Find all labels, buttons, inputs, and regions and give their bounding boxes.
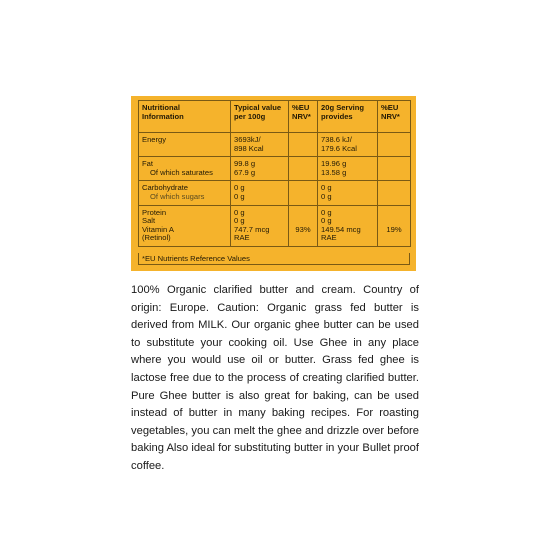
table-row-salt	[139, 217, 411, 226]
header-nutrient: Nutritional Information	[139, 101, 231, 133]
energy-per100: 3693kJ/ 898 Kcal	[231, 133, 289, 157]
salt-per100: 0 g	[231, 217, 289, 226]
vitamin-a-per100: 747.7 mcg RAE	[231, 226, 289, 247]
table-row-energy	[139, 133, 411, 157]
table-row-fat	[139, 157, 411, 169]
fat-label: Fat	[139, 157, 231, 169]
carbohydrate-label: Carbohydrate	[139, 181, 231, 193]
vitamin-a-nrv2: 19%	[378, 226, 411, 247]
salt-serving: 0 g	[318, 217, 378, 226]
nutrition-table	[138, 100, 411, 247]
sugars-per100: 0 g	[231, 193, 289, 205]
protein-label: Protein	[139, 205, 231, 217]
vitamin-a-nrv1: 93%	[289, 226, 318, 247]
sugars-serving: 0 g	[318, 193, 378, 205]
saturates-serving: 13.58 g	[318, 169, 378, 181]
header-serving: 20g Serving provides	[318, 101, 378, 133]
saturates-label: Of which saturates	[150, 167, 213, 177]
energy-nrv1	[289, 133, 318, 157]
fat-serving: 19.96 g	[318, 157, 378, 169]
header-per-100g: Typical value per 100g	[231, 101, 289, 133]
nutrition-label-panel	[131, 96, 416, 271]
product-description: 100% Organic clarified butter and cream. Country of origin: Europe. Caution: Organic grass fed butter is derived from MILK. Our organic ghee butter can be used to substitute your cooking oil. Use Ghee in any place where you would use oil or butter. Grass fed ghee is lactose free due to the process of creating clarified butter. Pure Ghee butter is also great for baking, can be used instead of butter in many baking recipes. For roasting vegetables, you can melt the ghee and drizzle over before baking Also ideal for substituting butter in your Bullet proof coffee.	[131, 284, 419, 472]
carbohydrate-per100: 0 g	[231, 181, 289, 193]
table-row-vitamin-a	[139, 226, 411, 247]
table-row-sugars	[139, 193, 411, 205]
energy-nrv2	[378, 133, 411, 157]
protein-serving: 0 g	[318, 205, 378, 217]
table-row-saturates	[139, 169, 411, 181]
salt-label: Salt	[139, 217, 231, 226]
carbohydrate-serving: 0 g	[318, 181, 378, 193]
fat-per100: 99.8 g	[231, 157, 289, 169]
nrv-footnote: *EU Nutrients Reference Values	[138, 253, 410, 265]
header-nrv-1: %EU NRV*	[289, 101, 318, 133]
vitamin-a-label: Vitamin A (Retinol)	[139, 226, 231, 247]
header-nrv-2: %EU NRV*	[378, 101, 411, 133]
protein-per100: 0 g	[231, 205, 289, 217]
table-row-protein	[139, 205, 411, 217]
vitamin-a-serving: 149.54 mcg RAE	[318, 226, 378, 247]
saturates-per100: 67.9 g	[231, 169, 289, 181]
energy-serving: 738.6 kJ/ 179.6 Kcal	[318, 133, 378, 157]
table-header-row	[139, 101, 411, 133]
sugars-label: Of which sugars	[150, 191, 205, 201]
energy-label: Energy	[139, 133, 231, 157]
